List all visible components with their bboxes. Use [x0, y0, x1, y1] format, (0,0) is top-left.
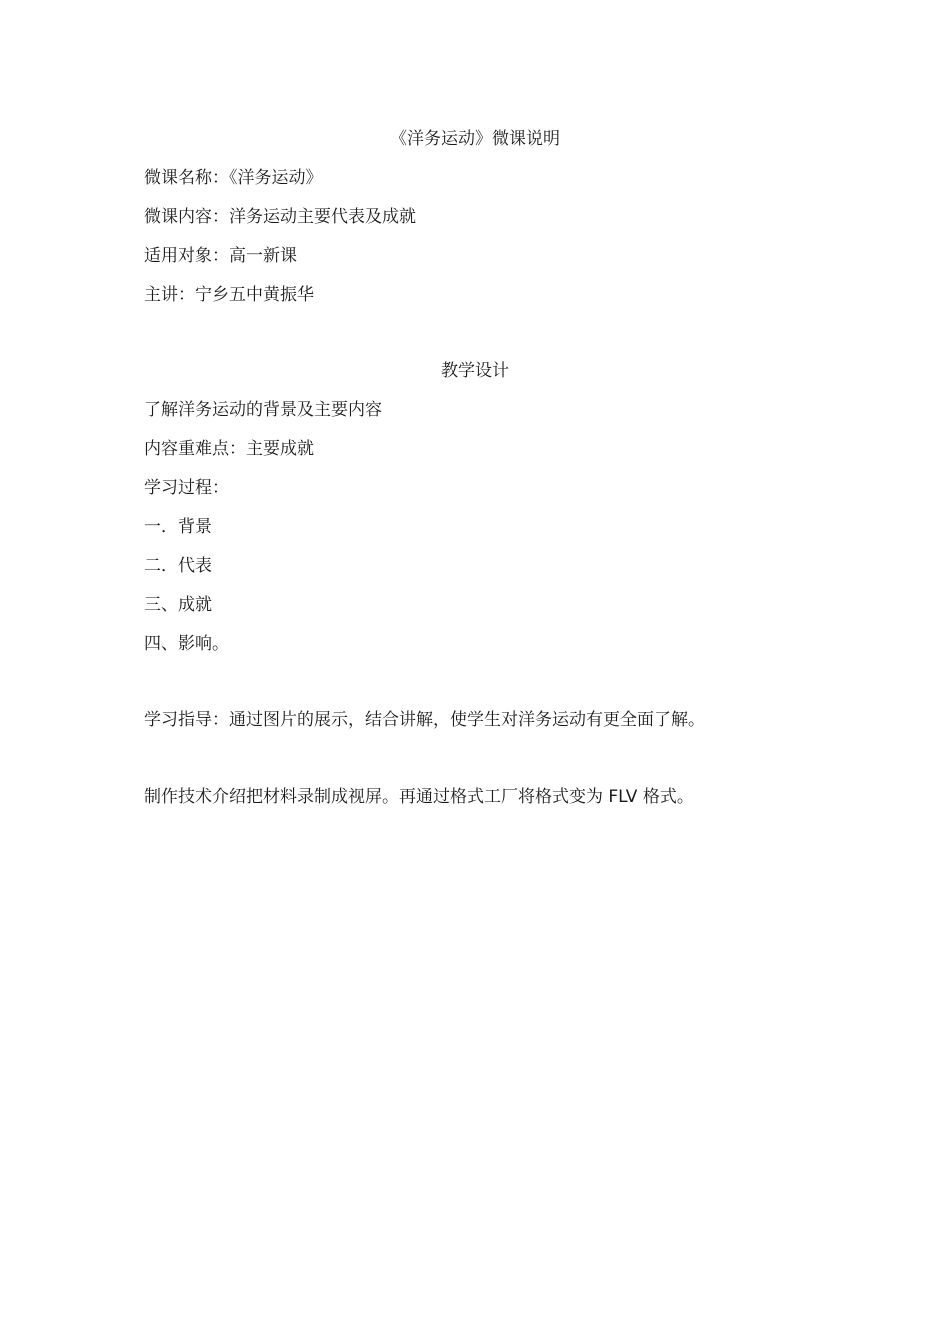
production-technique: 制作技术介绍把材料录制成视屏。再通过格式工厂将格式变为 FLV 格式。: [144, 787, 694, 807]
lecturer: 主讲：宁乡五中黄振华: [144, 285, 314, 305]
course-name: 微课名称：《洋务运动》: [144, 168, 323, 188]
process-item: 三、成就: [144, 595, 212, 615]
process-label: 学习过程：: [144, 478, 229, 498]
document-title: 《洋务运动》微课说明: [390, 129, 560, 149]
objective: 了解洋务运动的背景及主要内容: [144, 400, 382, 420]
process-item: 四、影响。: [144, 634, 229, 654]
course-content: 微课内容：洋务运动主要代表及成就: [144, 207, 416, 227]
learning-guidance: 学习指导：通过图片的展示，结合讲解，使学生对洋务运动有更全面了解。: [144, 710, 705, 730]
design-heading: 教学设计: [441, 361, 509, 381]
process-item: 一．背景: [144, 517, 212, 537]
process-item: 二．代表: [144, 556, 212, 576]
key-points: 内容重难点：主要成就: [144, 439, 314, 459]
target-audience: 适用对象：高一新课: [144, 246, 297, 266]
